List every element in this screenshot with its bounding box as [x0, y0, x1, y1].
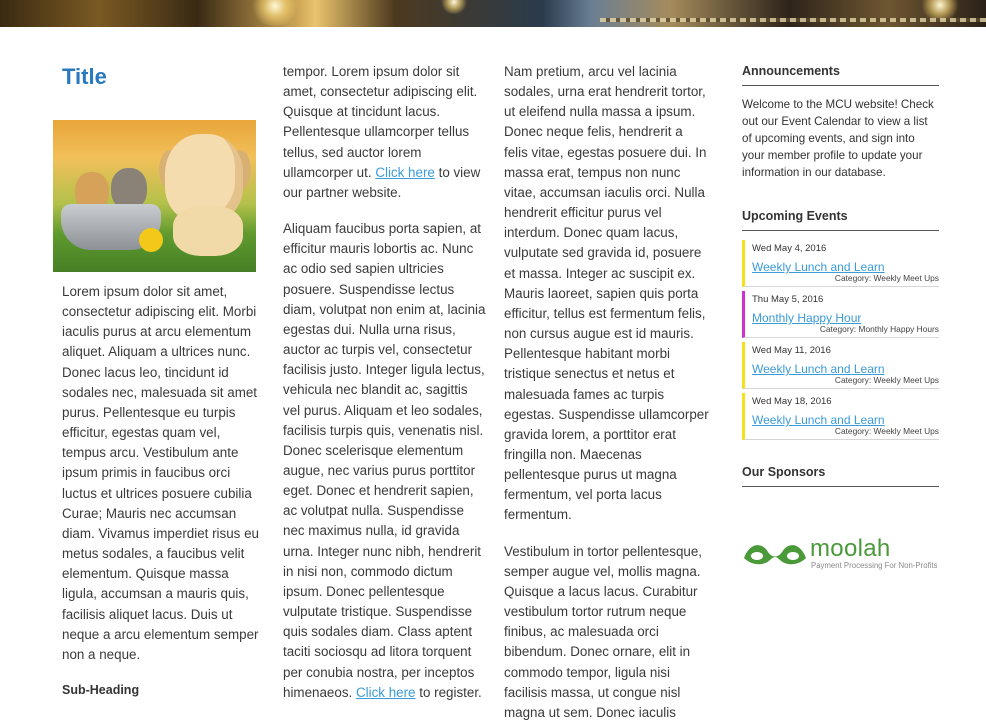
column-2	[283, 62, 488, 703]
event-link[interactable]: Monthly Happy Hour	[752, 311, 862, 325]
moolah-sponsor-logo[interactable]	[742, 536, 942, 574]
event-item	[742, 240, 939, 287]
announcements-text: Welcome to the MCU website! Check out our Event Calendar to view a list of upcoming events, and sign into your member profile to update your information in our database.	[742, 98, 934, 179]
paragraph-text: Aliquam faucibus porta sapien, at efficitur mauris lobortis ac. Nunc ac odio sed sapien ultricies posuere. Suspendisse lectus diam, volutpat non enim at, lacinia egestas dui. Nulla urna risus, auctor ac turpis vel, consectetur facilisis justo. Integer ligula lectus, vehicula nec blandit ac, sagittis vel purus. Aliquam et leo sodales, facilisis turpis quis, venenatis nisl. Donec scelerisque elementum augue, nec varius purus porttitor eget. Donec et hendrerit sapien, ac volutpat nulla. Suspendisse nec maximus nulla, id gravida urna. Integer nunc nibh, hendrerit in nisi non, commodo dictum ipsum. Donec pellentesque vulputate tristique. Suspendisse quis sodales diam. Class aptent taciti sociosqu ad litora torquent per conubia nostra, per inceptos himenaeos.	[283, 221, 486, 700]
announcements-heading: Announcements	[742, 64, 939, 86]
event-link[interactable]: Weekly Lunch and Learn	[752, 413, 885, 427]
events-list	[742, 240, 939, 440]
header-banner-image	[0, 0, 986, 27]
event-item	[742, 393, 939, 440]
body-paragraph	[283, 62, 488, 203]
puppy-kittens-photo	[53, 120, 256, 272]
page-title: Title	[62, 64, 107, 89]
event-category: Category: Weekly Meet Ups	[834, 426, 939, 436]
register-link[interactable]: Click here	[355, 684, 416, 700]
event-date: Wed May 4, 2016	[752, 243, 827, 254]
sub-heading: Sub-Heading	[62, 683, 140, 697]
event-date: Thu May 5, 2016	[752, 294, 824, 305]
partner-website-link[interactable]: Click here	[375, 164, 435, 180]
body-paragraph	[283, 219, 488, 703]
event-link[interactable]: Weekly Lunch and Learn	[752, 362, 885, 376]
sponsors-heading: Our Sponsors	[742, 465, 939, 487]
event-link[interactable]: Weekly Lunch and Learn	[752, 260, 885, 274]
upcoming-events-heading: Upcoming Events	[742, 209, 939, 231]
event-category: Category: Weekly Meet Ups	[834, 375, 939, 385]
sponsor-name: moolah	[810, 535, 891, 562]
event-date: Wed May 11, 2016	[752, 345, 831, 356]
moolah-logo-icon	[742, 538, 808, 568]
event-item	[742, 291, 939, 338]
column-1	[62, 282, 262, 665]
sponsor-tagline: Payment Processing For Non-Profits	[811, 561, 938, 570]
column-3	[504, 62, 709, 723]
event-category: Category: Monthly Happy Hours	[819, 324, 939, 334]
event-date: Wed May 18, 2016	[752, 396, 832, 407]
event-item	[742, 342, 939, 389]
paragraph-text: tempor. Lorem ipsum dolor sit amet, consectetur adipiscing elit. Quisque at tincidunt lacus. Pellentesque ullamcorper tellus tellus, sed auctor lorem ullamcorper ut.	[283, 64, 478, 180]
body-paragraph: Vestibulum in tortor pellentesque, semper augue vel, mollis magna. Quisque a lacus lacus. Curabitur vestibulum tortor rutrum neque finibus, ac malesuada orci bibendum. Donec ornare, elit in commodo tempor, ligula nisi facilisis massa, ut congue nisl magna ut sem. Donec iaculis	[504, 543, 703, 720]
body-paragraph: Lorem ipsum dolor sit amet, consectetur adipiscing elit. Morbi iaculis purus at arcu elementum aliquet. Aliquam a ultrices nunc. Donec lacus leo, tincidunt id sodales nec, malesuada sit amet purus. Pellentesque eu turpis efficitur, egestas quam vel, tempus arcu. Vestibulum ante ipsum primis in faucibus orci luctus et ultrices posuere cubilia Curae; Mauris nec accumsan diam. Vivamus imperdiet risus eu metus sodales, a faucibus velit elementum. Quisque massa ligula, accumsan a mauris quis, facilisis aliquet lacus. Duis ut neque a arcu elementum semper non a neque.	[62, 284, 259, 662]
paragraph-text: to view our partner website.	[283, 164, 481, 200]
sidebar	[742, 64, 939, 487]
body-paragraph: Nam pretium, arcu vel lacinia sodales, urna erat hendrerit tortor, ut eleifend nulla massa a ipsum. Donec neque felis, hendrerit a felis vitae, egestas posuere dui. In massa erat, tempus non nunc vitae, accumsan iaculis orci. Nulla hendrerit efficitur purus vel interdum. Donec quam lacus, vulputate sed gravida id, posuere et massa. Integer ac suscipit ex. Mauris laoreet, sapien quis porta efficitur, tellus est fermentum felis, non cursus augue est id mauris. Pellentesque habitant morbi tristique senectus et netus et malesuada fames ac turpis egestas. Suspendisse ullamcorper gravida lorem, a porttitor erat fringilla non. Maecenas pellentesque purus ut magna fermentum, vel porta lacus fermentum.	[504, 64, 709, 523]
event-category: Category: Weekly Meet Ups	[834, 273, 939, 283]
paragraph-text: to register.	[419, 684, 482, 700]
